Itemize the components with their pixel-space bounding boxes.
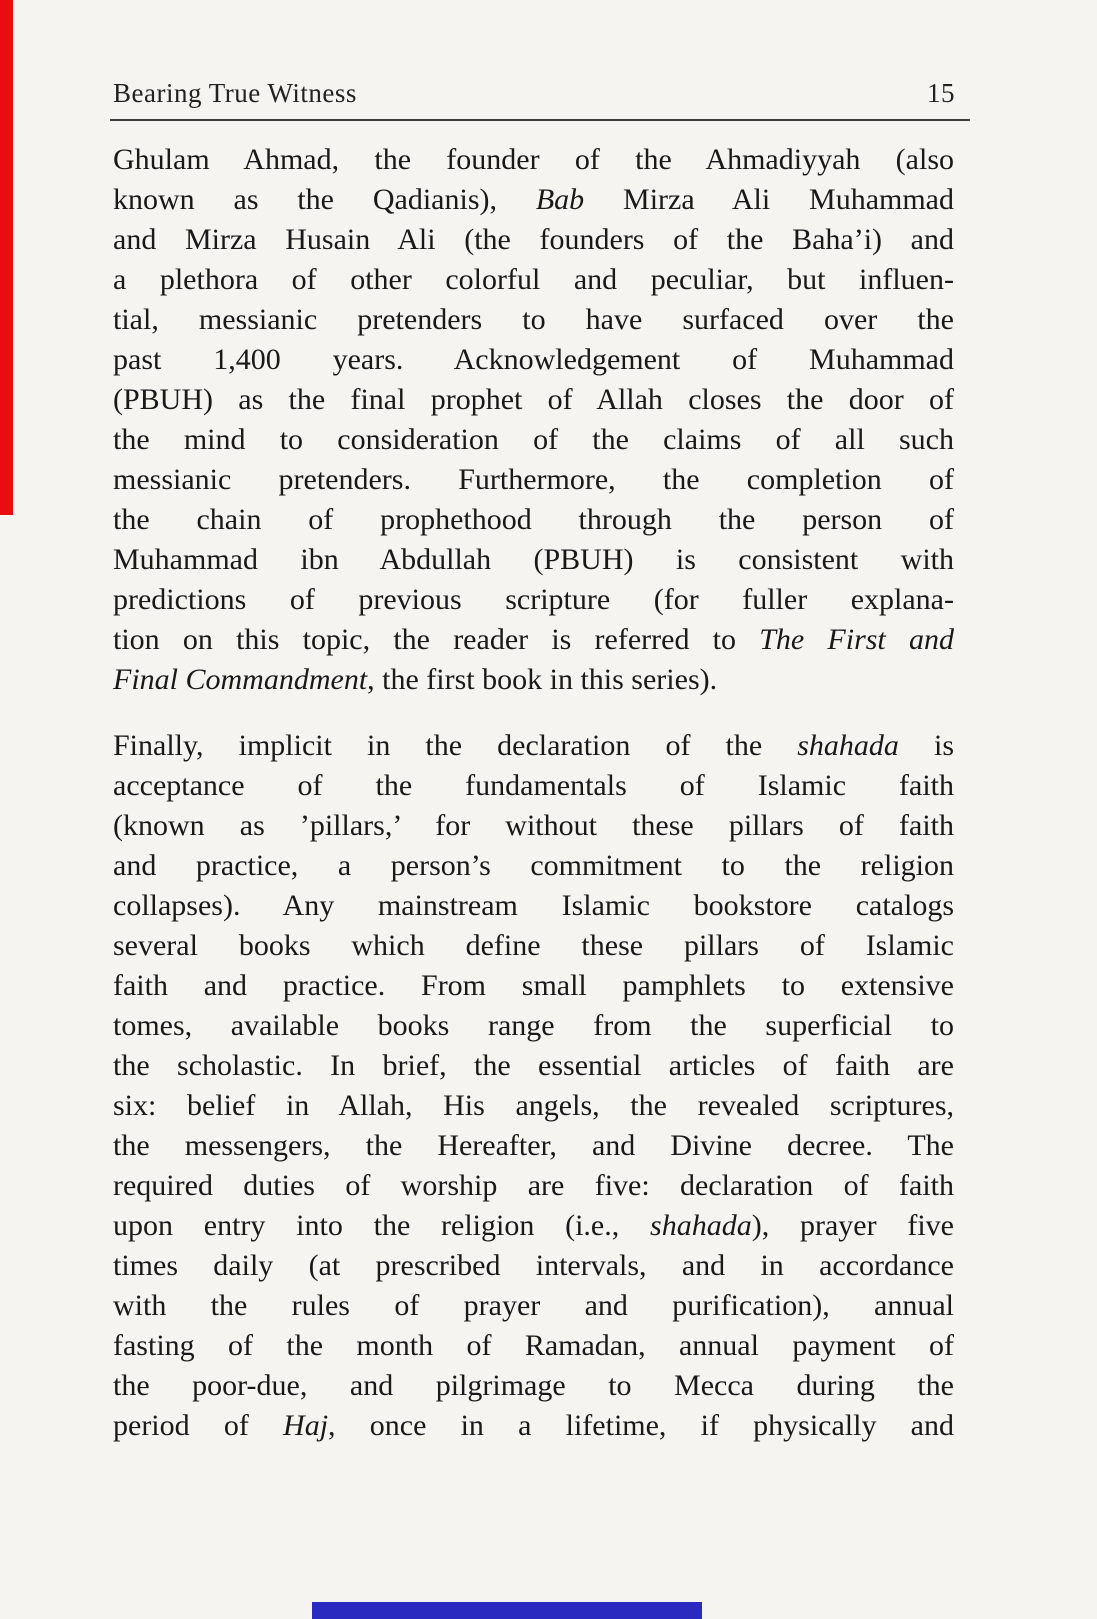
text-line: period of Haj, once in a lifetime, if physically and (113, 1409, 954, 1442)
text-line: collapses). Any mainstream Islamic bookstore catalogs (113, 889, 954, 922)
text-line: messianic pretenders. Furthermore, the completion of (113, 463, 954, 496)
header-rule (110, 119, 970, 121)
text-line: fasting of the month of Ramadan, annual payment of (113, 1329, 954, 1362)
text-line: Ghulam Ahmad, the founder of the Ahmadiyyah (also (113, 143, 954, 176)
text-line: Muhammad ibn Abdullah (PBUH) is consistent with (113, 543, 954, 576)
text-line: times daily (at prescribed intervals, and in accordance (113, 1249, 954, 1282)
blue-scan-artifact-stripe (312, 1602, 702, 1619)
text-line: six: belief in Allah, His angels, the revealed scriptures, (113, 1089, 954, 1122)
text-line: several books which define these pillars of Islamic (113, 929, 954, 962)
text-line: known as the Qadianis), Bab Mirza Ali Muhammad (113, 183, 955, 216)
text-line: with the rules of prayer and purification), annual (113, 1289, 954, 1322)
text-line: upon entry into the religion (i.e., shahada), prayer five (113, 1209, 954, 1242)
text-line: the poor-due, and pilgrimage to Mecca during the (113, 1369, 954, 1402)
text-line: required duties of worship are five: declaration of faith (113, 1169, 954, 1202)
red-scan-artifact-stripe (0, 0, 13, 515)
text-line: faith and practice. From small pamphlets to extensive (113, 969, 954, 1002)
text-line: a plethora of other colorful and peculiar, but influen- (113, 263, 954, 296)
page-number: 15 (927, 78, 955, 108)
text-line: the mind to consideration of the claims of all such (113, 423, 954, 456)
text-line: Final Commandment, the first book in this series). (113, 663, 718, 696)
text-line: tion on this topic, the reader is referred to The First and (113, 623, 954, 656)
page-header (113, 78, 955, 109)
paragraph (113, 140, 954, 700)
running-head-title: Bearing True Witness (113, 78, 357, 108)
text-block (113, 140, 954, 1446)
text-line: predictions of previous scripture (for fuller explana- (113, 583, 954, 616)
text-line: (PBUH) as the final prophet of Allah closes the door of (113, 383, 954, 416)
text-line: and Mirza Husain Ali (the founders of the Baha’i) and (113, 223, 954, 256)
text-line: past 1,400 years. Acknowledgement of Muhammad (113, 343, 954, 376)
text-line: the scholastic. In brief, the essential articles of faith are (113, 1049, 954, 1082)
text-line: the chain of prophethood through the person of (113, 503, 954, 536)
paragraph (113, 726, 954, 1446)
text-line: Finally, implicit in the declaration of the shahada is (113, 729, 954, 762)
text-line: tomes, available books range from the superficial to (113, 1009, 954, 1042)
text-line: acceptance of the fundamentals of Islamic faith (113, 769, 954, 802)
text-line: the messengers, the Hereafter, and Divine decree. The (113, 1129, 954, 1162)
text-line: (known as ’pillars,’ for without these pillars of faith (113, 809, 954, 842)
text-line: tial, messianic pretenders to have surfaced over the (113, 303, 954, 336)
text-line: and practice, a person’s commitment to the religion (113, 849, 954, 882)
